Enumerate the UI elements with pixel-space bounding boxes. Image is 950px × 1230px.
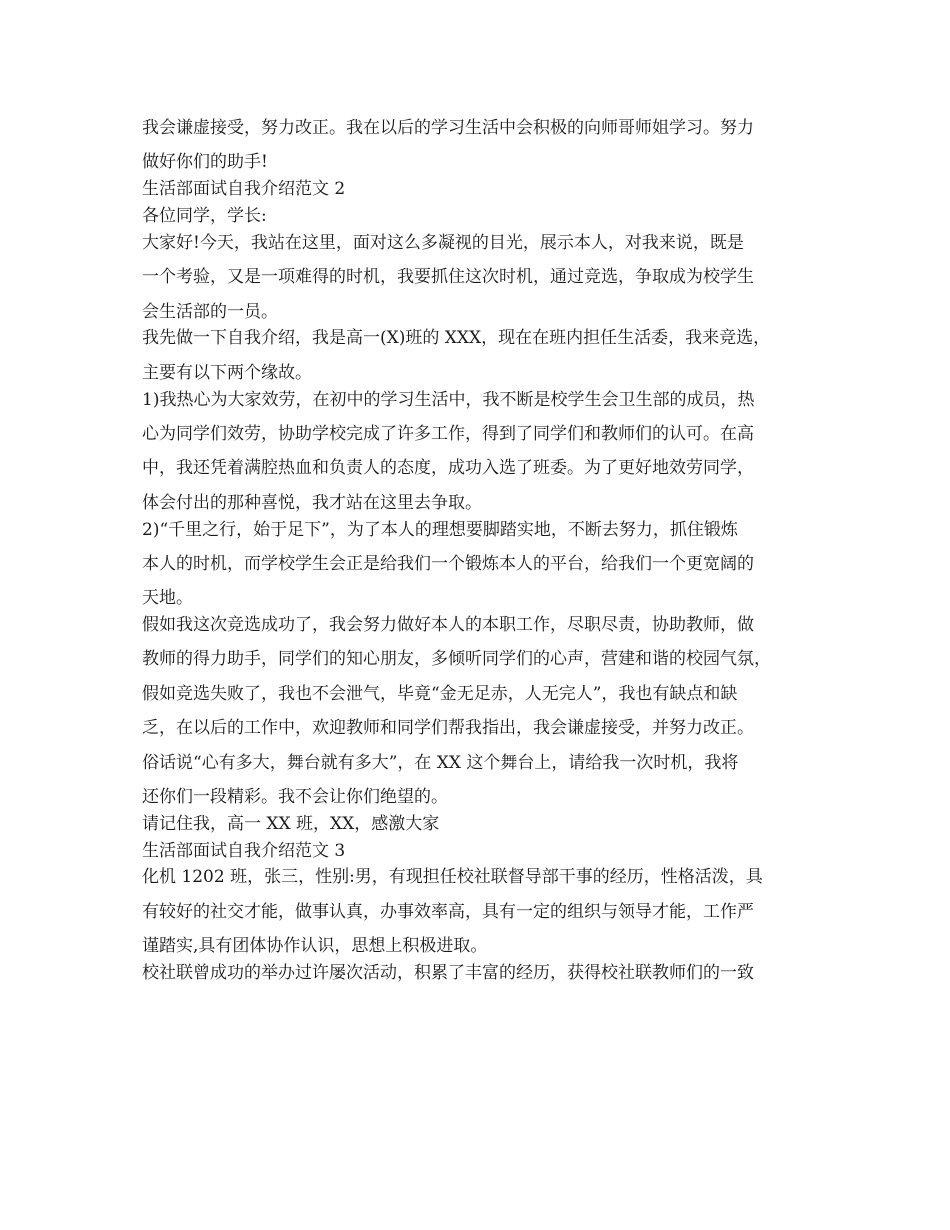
- text-line: 化机 1202 班，张三，性别:男，有现担任校社联督导部干事的经历，性格活泼，具: [142, 867, 763, 888]
- text-line: 本人的时机，而学校学生会正是给我们一个锻炼本人的平台，给我们一个更宽阔的: [142, 553, 754, 574]
- section-heading: 生活部面试自我介绍范文 3: [142, 840, 346, 861]
- text-line: 谨踏实,具有团体协作认识，思想上积极进取。: [142, 936, 488, 957]
- text-line: 教师的得力助手，同学们的知心朋友，多倾听同学们的心声，营建和谐的校园气氛，: [142, 649, 771, 670]
- text-line: 天地。: [142, 588, 193, 609]
- text-line: 主要有以下两个缘故。: [142, 362, 312, 383]
- text-line: 我先做一下自我介绍，我是高一(X)班的 XXX，现在在班内担任生活委，我来竞选，: [142, 328, 771, 349]
- text-line: 请记住我，高一 XX 班，XX，感激大家: [142, 813, 440, 834]
- text-line: 有较好的社交才能，做事认真，办事效率高，具有一定的组织与领导才能，工作严: [142, 901, 754, 922]
- text-line: 做好你们的助手!: [142, 152, 268, 173]
- text-line: 假如我这次竞选成功了，我会努力做好本人的本职工作，尽职尽责，协助教师，做: [142, 615, 754, 636]
- text-line: 体会付出的那种喜悦，我才站在这里去争取。: [142, 492, 482, 513]
- text-line: 大家好!今天，我站在这里，面对这么多凝视的目光，展示本人，对我来说，既是: [142, 232, 744, 253]
- text-line: 心为同学们效劳，协助学校完成了许多工作，得到了同学们和教师们的认可。在高: [142, 423, 754, 444]
- text-line: 我会谦虚接受，努力改正。我在以后的学习生活中会积极的向师哥师姐学习。努力: [142, 118, 754, 138]
- text-line: 中，我还凭着满腔热血和负责人的态度，成功入选了班委。为了更好地效劳同学，: [142, 458, 754, 479]
- text-line: 2)“千里之行，始于足下”，为了本人的理想要脚踏实地，不断去努力，抓住锻炼: [142, 519, 738, 540]
- text-line: 俗话说“心有多大，舞台就有多大”，在 XX 这个舞台上，请给我一次时机，我将: [142, 752, 739, 773]
- text-line: 1)我热心为大家效劳，在初中的学习生活中，我不断是校学生会卫生部的成员，热: [142, 389, 755, 410]
- salutation: 各位同学，学长:: [142, 205, 267, 226]
- text-line: 乏，在以后的工作中，欢迎教师和同学们帮我指出，我会谦虚接受，并努力改正。: [142, 718, 754, 739]
- document-body: [142, 116, 822, 995]
- text-line: 会生活部的一员。: [142, 301, 278, 322]
- text-line: 一个考验，又是一项难得的时机，我要抓住这次时机，通过竞选，争取成为校学生: [142, 267, 754, 288]
- text-line: 还你们一段精彩。我不会让你们绝望的。: [142, 787, 448, 808]
- text-line: 假如竞选失败了，我也不会泄气，毕竟“金无足赤，人无完人”，我也有缺点和缺: [142, 683, 738, 704]
- text-line: 校社联曾成功的举办过许屡次活动，积累了丰富的经历，获得校社联教师们的一致: [142, 963, 754, 984]
- section-heading: 生活部面试自我介绍范文 2: [142, 179, 346, 200]
